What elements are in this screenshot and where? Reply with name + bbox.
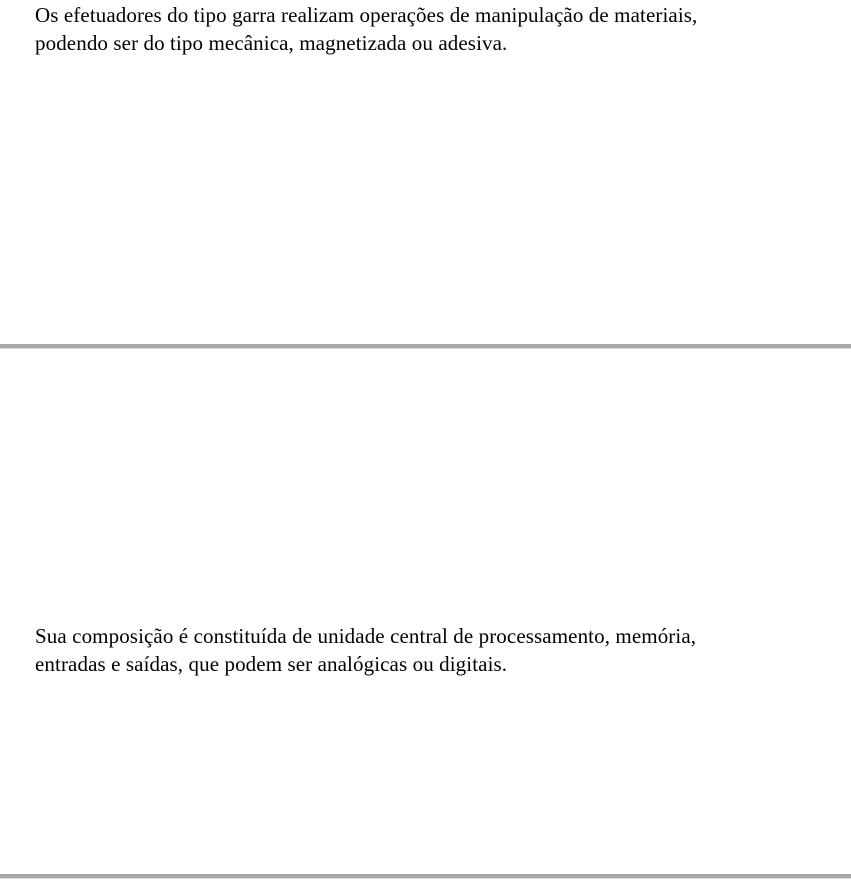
paragraph-effectors-line-2: podendo ser do tipo mecânica, magnetizada ou adesiva. [35, 31, 508, 55]
section-divider-bottom [0, 874, 851, 879]
paragraph-composition-line-1: Sua composição é constituída de unidade central de processamento, memória, [35, 624, 697, 648]
paragraph-effectors [35, 1, 816, 57]
section-divider-top [0, 344, 851, 349]
paragraph-composition [35, 622, 816, 678]
paragraph-composition-line-2: entradas e saídas, que podem ser analógicas ou digitais. [35, 652, 508, 676]
paragraph-effectors-line-1: Os efetuadores do tipo garra realizam operações de manipulação de materiais, [35, 3, 698, 27]
